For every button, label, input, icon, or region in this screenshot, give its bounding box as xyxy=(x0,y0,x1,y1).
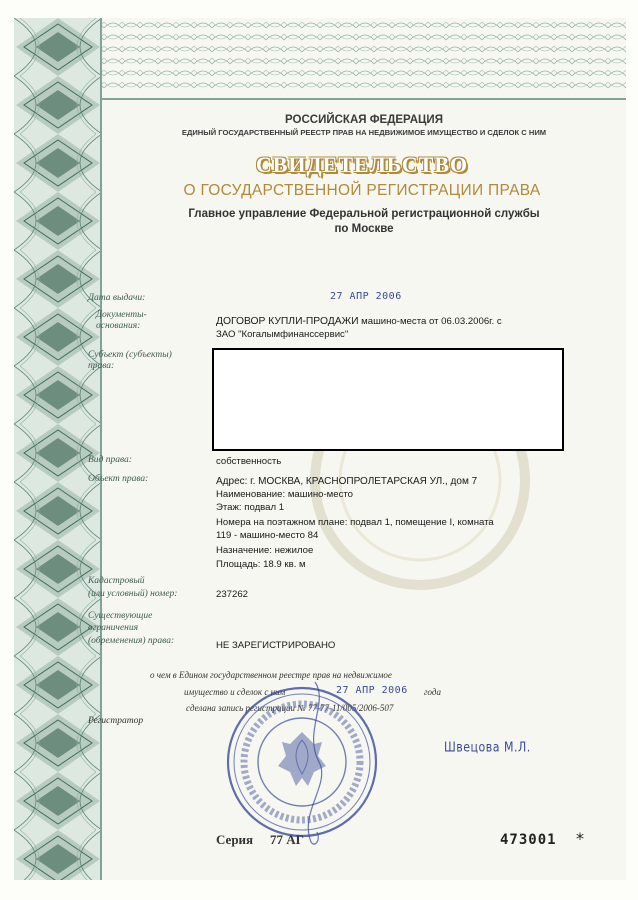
series-value: 77 АГ xyxy=(270,832,304,847)
documents-label-2: основания: xyxy=(96,321,141,331)
registrar-label: Регистратор xyxy=(88,716,144,726)
authority-line-2: по Москве xyxy=(334,223,394,235)
encumbrance-label-1: Существующие xyxy=(88,611,153,621)
object-label: Объект права: xyxy=(88,474,149,484)
registry-note-line-2a: имущество и сделок с ним xyxy=(184,687,286,697)
object-name: Наименование: машино-место xyxy=(216,489,354,500)
cadastral-label-2: (или условный) номер: xyxy=(88,589,178,599)
encumbrance-label-2: ограничения xyxy=(88,623,139,633)
encumbrance-label-3: (обременения) права: xyxy=(88,636,175,646)
certificate-title: СВИДЕТЕЛЬСТВО xyxy=(255,152,469,177)
subject-label-2: права: xyxy=(88,361,115,371)
documents-label-1: Документы- xyxy=(96,310,147,320)
star-mark: * xyxy=(576,829,584,848)
encumbrance-value: НЕ ЗАРЕГИСТРИРОВАНО xyxy=(216,640,336,651)
issue-date-label: Дата выдачи: xyxy=(88,293,146,303)
guilloche-left-border xyxy=(14,18,102,880)
right-type-value: собственность xyxy=(216,456,282,467)
object-address: Адрес: г. МОСКВА, КРАСНОПРОЛЕТАРСКАЯ УЛ., дом 7 xyxy=(216,476,478,487)
object-purpose: Назначение: нежилое xyxy=(216,545,314,556)
registry-date-stamp: 27 АПР 2006 xyxy=(336,685,408,696)
object-floor: Этаж: подвал 1 xyxy=(216,502,285,513)
guilloche-top-border xyxy=(14,18,626,100)
header-country: РОССИЙСКАЯ ФЕДЕРАЦИЯ xyxy=(285,114,443,126)
object-area: Площадь: 18.9 кв. м xyxy=(216,559,306,570)
redacted-subject xyxy=(212,348,564,451)
registry-note-line-1: о чем в Едином государственном реестре прав на недвижимое xyxy=(150,670,392,680)
documents-value-1 xyxy=(216,316,502,328)
series-label: Серия xyxy=(216,832,254,847)
certificate-number: 473001 xyxy=(500,832,557,848)
contract-details: машино-места от 06.03.2006г. с xyxy=(358,316,502,327)
object-plan-2: 119 - машино-место 84 xyxy=(216,530,319,541)
registry-note-line-3: сделана запись регистрации № 77-77-11/005/2006-507 xyxy=(186,703,394,713)
handwritten-signature xyxy=(285,672,345,852)
cadastral-label-1: Кадастровый xyxy=(88,576,145,586)
object-plan-1: Номера на поэтажном плане: подвал 1, помещение I, комната xyxy=(216,517,494,528)
registry-note-line-2b: года xyxy=(424,687,441,697)
contract-type: ДОГОВОР КУПЛИ-ПРОДАЖИ xyxy=(216,316,359,327)
authority-line-1: Главное управление Федеральной регистрационной службы xyxy=(188,208,540,220)
registrar-signature-name: Швецова М.Л. xyxy=(444,739,531,756)
right-type-label: Вид права: xyxy=(88,455,132,465)
subject-label-1: Субъект (субъекты) xyxy=(88,350,172,360)
certificate-subtitle: О ГОСУДАРСТВЕННОЙ РЕГИСТРАЦИИ ПРАВА xyxy=(183,182,541,199)
header-registry: ЕДИНЫЙ ГОСУДАРСТВЕННЫЙ РЕЕСТР ПРАВ НА НЕДВИЖИМОЕ ИМУЩЕСТВО И СДЕЛОК С НИМ xyxy=(181,128,547,137)
issue-date-value: 27 АПР 2006 xyxy=(330,291,402,302)
cadastral-value: 237262 xyxy=(216,589,249,600)
documents-value-2: ЗАО "Когалымфинанссервис" xyxy=(216,329,349,340)
